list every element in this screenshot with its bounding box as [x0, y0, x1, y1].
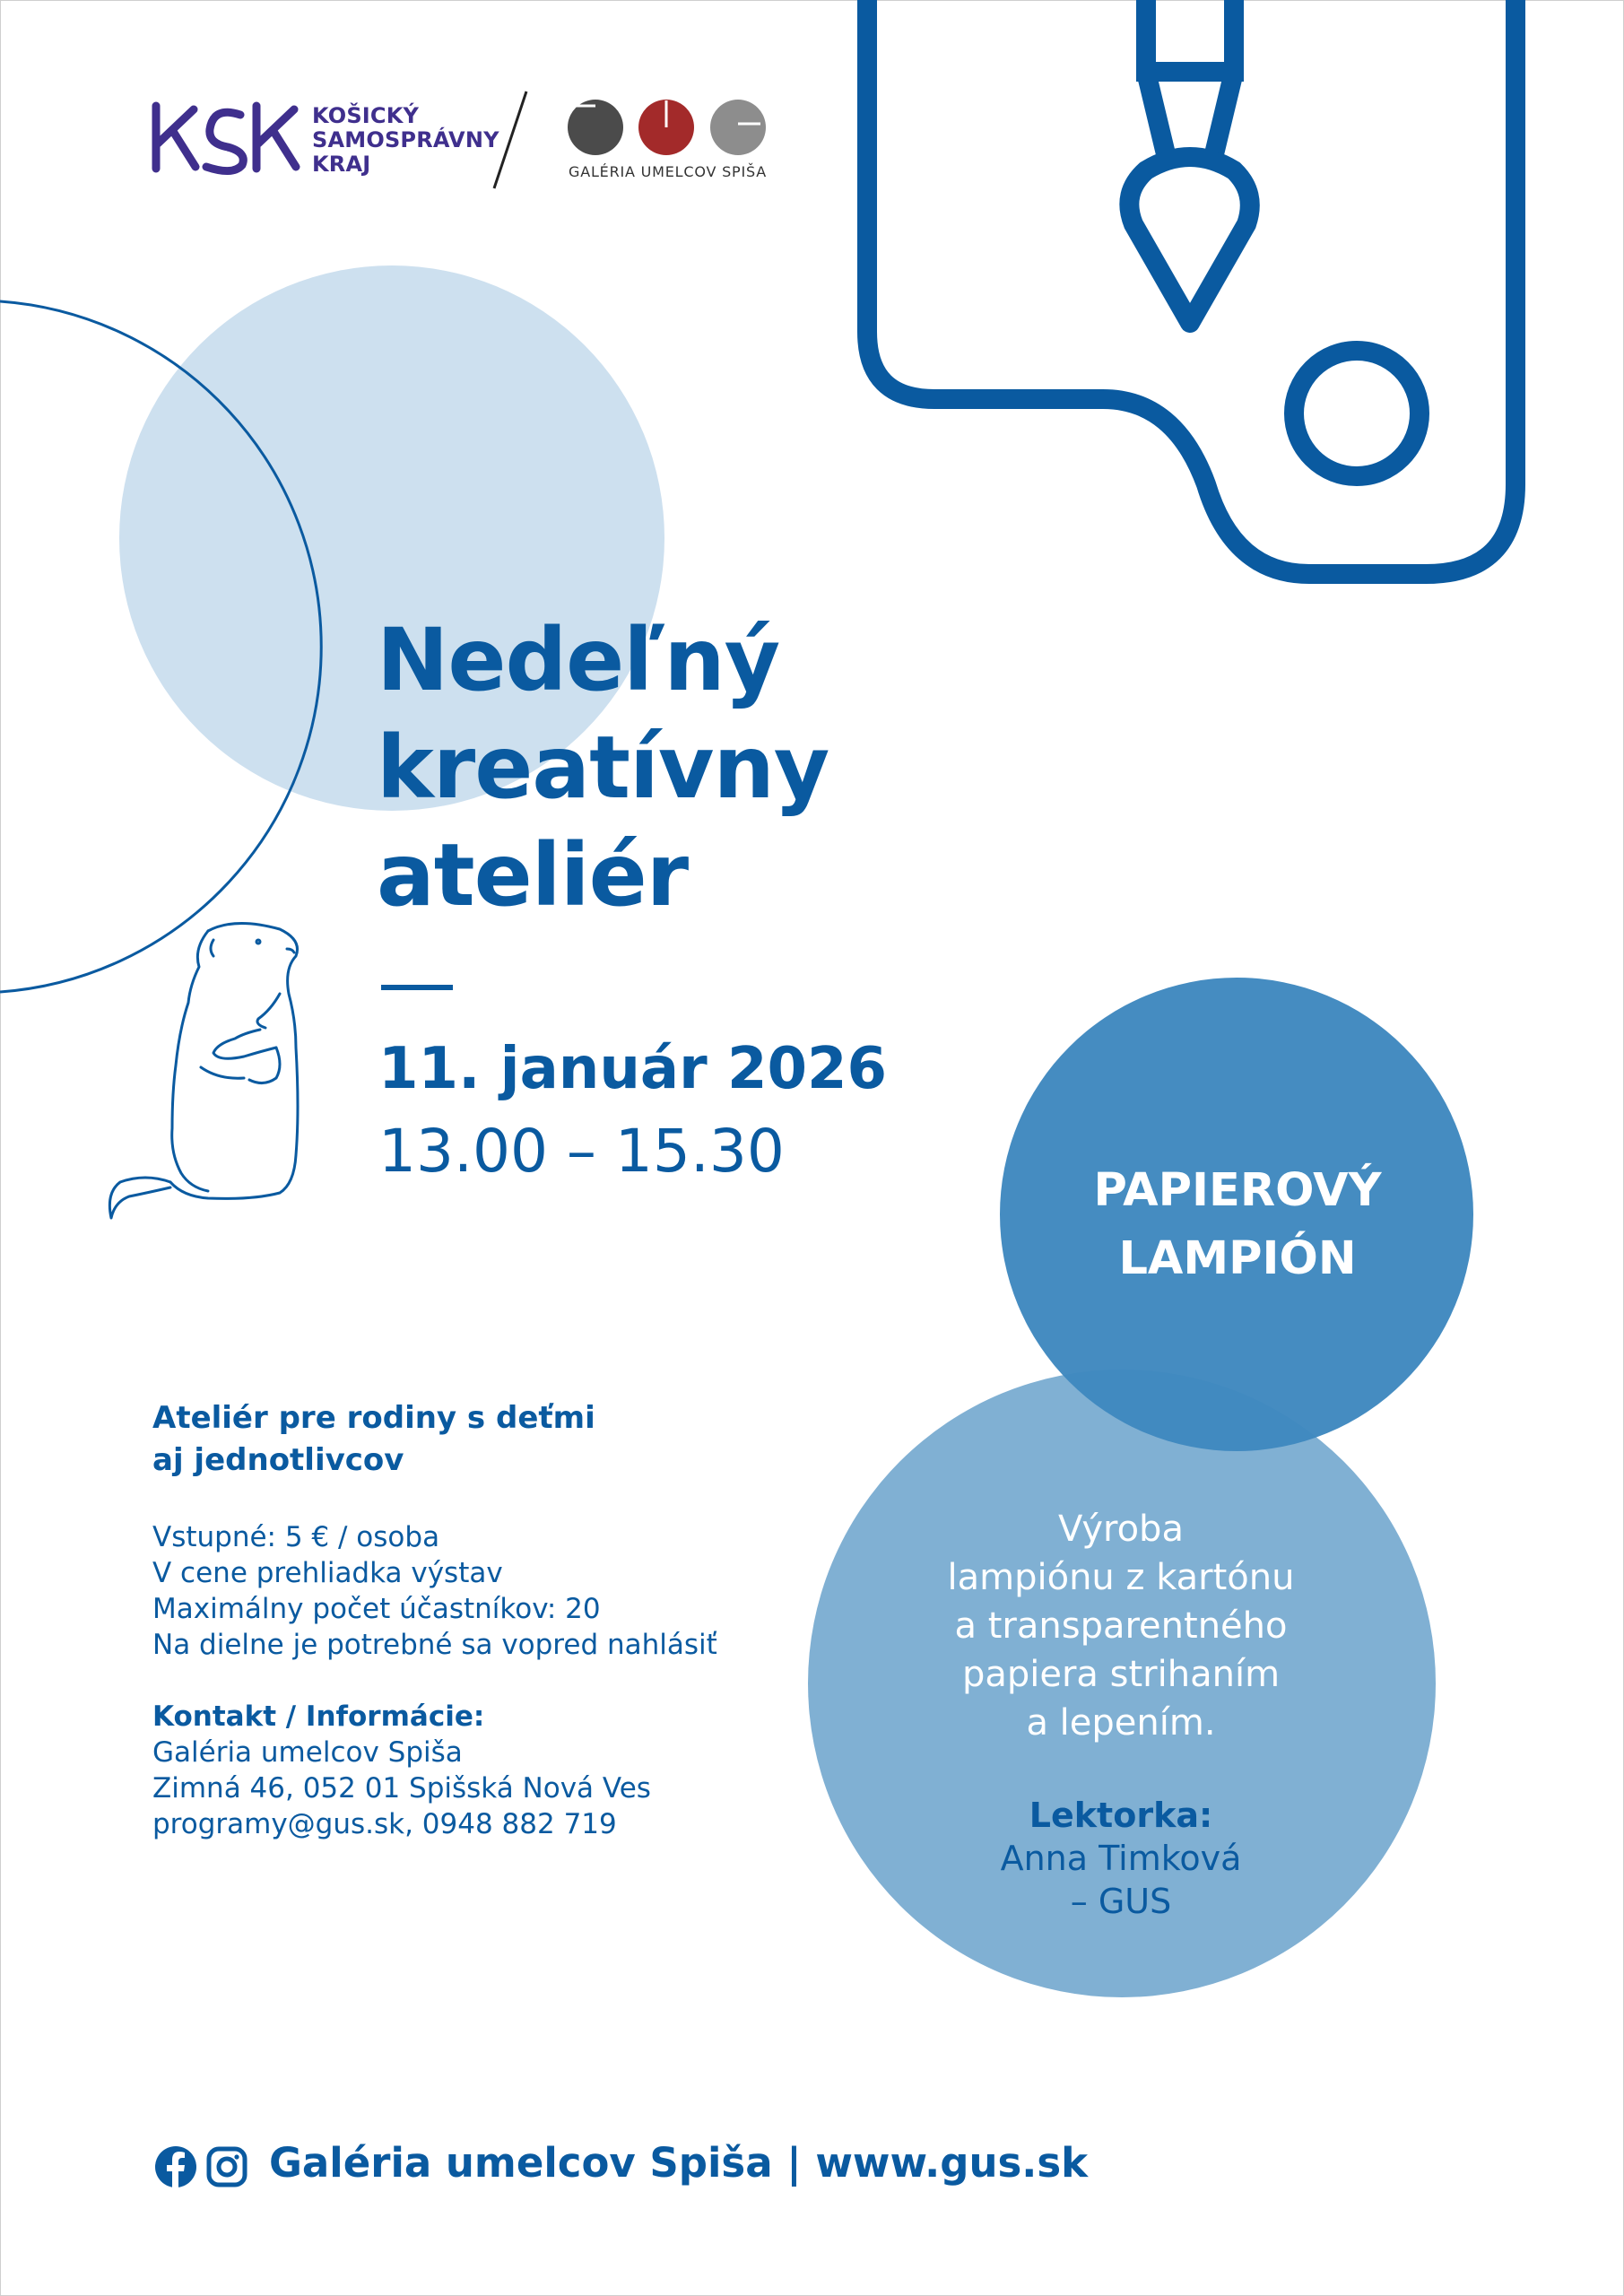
brush-tip	[1129, 157, 1249, 323]
lecturer-label: Lektorka:	[1029, 1796, 1213, 1835]
audience-heading	[152, 1397, 595, 1482]
event-date: 11. január 2026	[378, 1036, 888, 1102]
description-line: a transparentného	[954, 1605, 1288, 1647]
workshop-name-line: PAPIEROVÝ	[1093, 1164, 1382, 1217]
contact-line: Zimná 46, 052 01 Spišská Nová Ves	[152, 1772, 651, 1805]
instagram-icon[interactable]	[206, 2146, 248, 2187]
event-details	[152, 1519, 717, 1663]
description-line: a lepením.	[1026, 1702, 1216, 1744]
description-line: lampiónu z kartónu	[947, 1557, 1295, 1598]
board-hole	[1294, 351, 1420, 476]
event-title	[377, 606, 829, 929]
audience-line: aj jednotlivcov	[152, 1442, 404, 1478]
description-line: papiera strihaním	[961, 1654, 1281, 1695]
ksk-line: KRAJ	[312, 152, 371, 177]
title-line: kreatívny	[377, 718, 829, 818]
paint-board-outline	[867, 0, 1515, 574]
marmot-drawing	[100, 913, 334, 1236]
contact-line: Galéria umelcov Spiša	[152, 1736, 463, 1769]
brush-ferrule	[1146, 0, 1234, 72]
workshop-name-line: LAMPIÓN	[1118, 1232, 1357, 1285]
detail-line: Maximálny počet účastníkov: 20	[152, 1593, 601, 1625]
ksk-logo-text	[312, 104, 499, 177]
lecturer-block	[852, 1794, 1390, 1923]
audience-line: Ateliér pre rodiny s deťmi	[152, 1400, 595, 1436]
lecturer-org: – GUS	[1070, 1882, 1172, 1921]
description-line: Výroba	[1058, 1509, 1184, 1550]
workshop-name	[1000, 1157, 1475, 1293]
gus-logo-text: GALÉRIA UMELCOV SPIŠA	[569, 163, 768, 180]
contact-heading: Kontakt / Informácie:	[152, 1700, 485, 1733]
ksk-line: SAMOSPRÁVNY	[312, 127, 499, 152]
workshop-description	[852, 1505, 1390, 1747]
detail-line: Na dielne je potrebné sa vopred nahlásiť	[152, 1629, 717, 1661]
gus-logo-mark	[565, 97, 771, 160]
ksk-line: KOŠICKÝ	[312, 103, 420, 128]
title-line: Nedeľný	[377, 610, 780, 710]
contact-line-email-phone[interactable]: programy@gus.sk, 0948 882 719	[152, 1808, 617, 1840]
detail-line: Vstupné: 5 € / osoba	[152, 1521, 440, 1553]
ksk-logo-mark	[151, 97, 303, 178]
title-line: ateliér	[377, 825, 689, 926]
contact-block	[152, 1699, 651, 1842]
title-dash	[381, 985, 453, 990]
event-time: 13.00 – 15.30	[378, 1117, 785, 1186]
facebook-icon[interactable]	[155, 2146, 196, 2187]
lecturer-name: Anna Timková	[1000, 1839, 1242, 1878]
footer-text[interactable]: Galéria umelcov Spiša | www.gus.sk	[269, 2139, 1089, 2187]
detail-line: V cene prehliadka výstav	[152, 1557, 503, 1589]
logo-divider	[489, 88, 534, 196]
